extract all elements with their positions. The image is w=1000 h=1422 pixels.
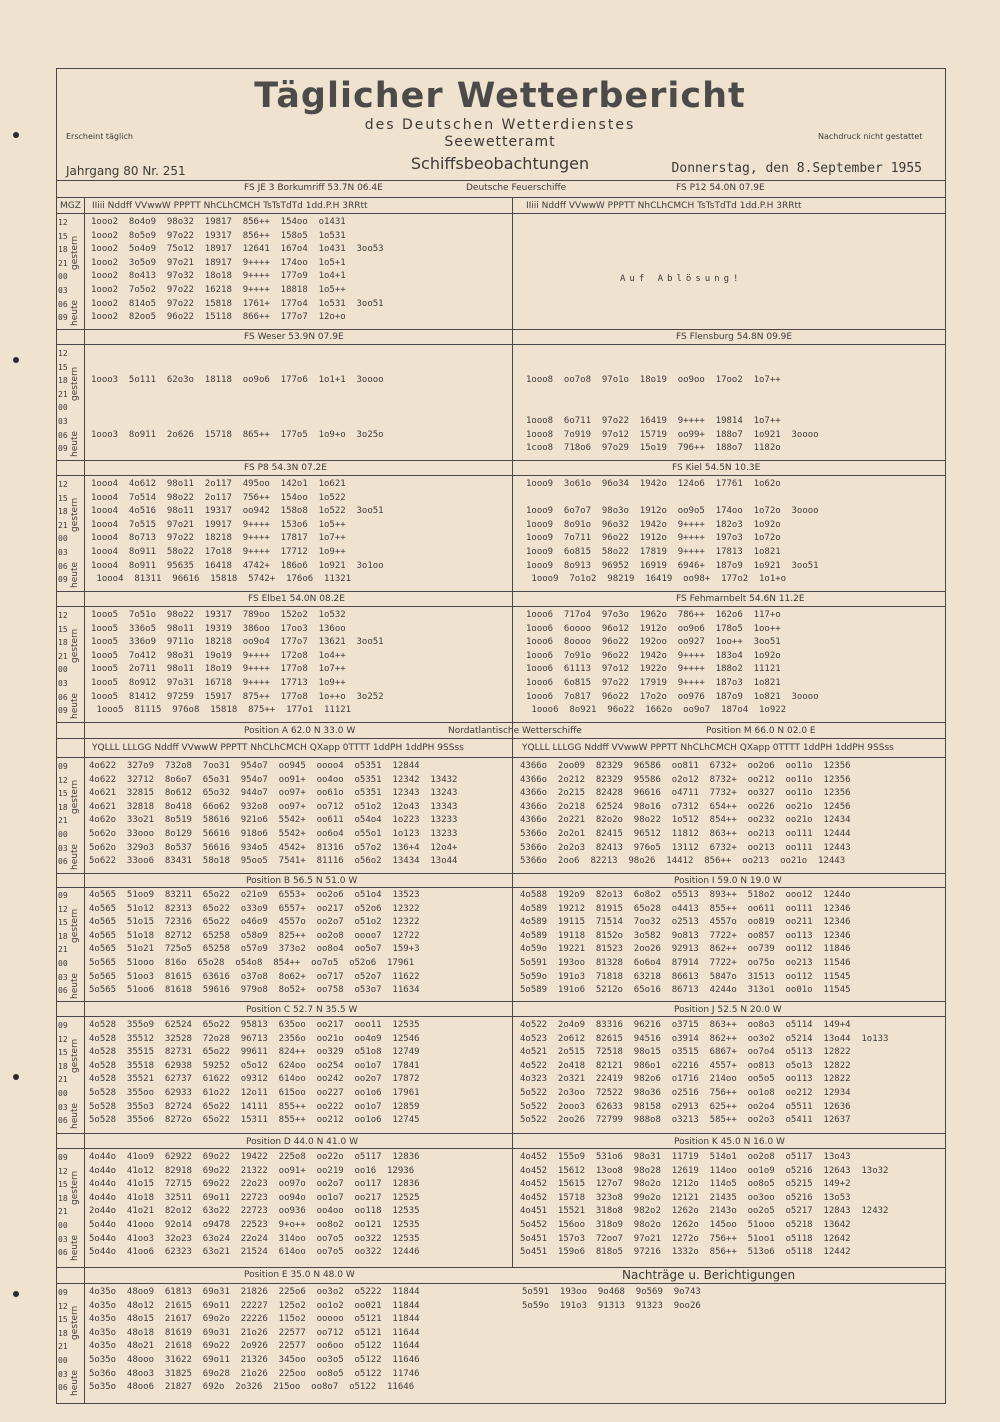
hour-column: 12 15 18 21 00 03 06 09 [58, 480, 68, 585]
data-block-flensburg: 1ooo8 oo7o8 97o1o 18o19 oo9oo 17oo2 1o7++ 1ooo8 6o711 97o22 16419 9++++ 19814 1o7++ 1ooo8 7o919 97o12 15719 oo99+ 188o7 1o921 3oooo 1coo8 718o6 97o29 15o19 796++ 188o7 1182o [526, 375, 819, 454]
station-label: FS Flensburg 54.8N 09.9E [676, 332, 793, 342]
heute-label: heute [70, 561, 80, 588]
rule [56, 475, 946, 476]
data-block-weser: 1ooo3 5o111 62o3o 18118 oo9o6 177o6 1o1+1 3oooo 1ooo3 8o911 2o626 15718 865++ 177o5 1o9+o 3o25o [91, 375, 384, 440]
data-block-p8: 1ooo4 4o612 98o11 2o117 495oo 142o1 1o621 1ooo4 7o514 98o22 2o117 756++ 154oo 1o522 1ooo4 4o516 98o11 19317 oo942 158o8 1o522 3oo51 1ooo4 7o515 97o21 19917 9++++ 153o6 1o5++ 1ooo4 8o713 97o22 18218 9++++ 17817 1o7++ 1ooo4 8o911 58o22 17o18 9++++ 17712 1o9++ 1ooo4 8o911 95635 16418 4742+ 186o6 1o921 3o1oo 1ooo4 81311 96616 15818 5742+ 176o6 11321 [91, 479, 384, 585]
gestern-label: gestern [70, 1038, 80, 1073]
data-block-je3: 1ooo2 8o4o9 98o32 19817 856++ 154oo o1431 1ooo2 8o5o9 97o22 19317 856++ 158o5 1o531 1ooo2 5o4o9 75o12 18917 12641 167o4 1o431 3oo53 1ooo2 3o5o9 97o21 18917 9++++ 174oo 1o5+1 1ooo2 8o413 97o32 18o18 9++++ 177o9 1o4+1 1ooo2 7o5o2 97o22 16218 9++++ 18818 1o5++ 1ooo2 814o5 97o22 15818 1761+ 177o4 1o531 3oo51 1ooo2 82oo5 96o22 15118 866++ 177o7 12o+o [91, 217, 384, 323]
station-label: Position D 44.0 N 41.0 W [246, 1137, 358, 1147]
gestern-label: gestern [70, 497, 80, 532]
section-title: Schiffsbeobachtungen [410, 154, 590, 173]
hour-column: 09 12 15 18 21 00 03 06 [58, 1021, 68, 1126]
rule [84, 197, 85, 1404]
rule [56, 1267, 946, 1268]
station-label: FS Fehmarnbelt 54.6N 11.2E [676, 594, 805, 604]
rule [56, 722, 946, 723]
corrections-title: Nachträge u. Berichtigungen [622, 1268, 796, 1282]
rule [56, 606, 946, 607]
data-block-pos-a: 4o622 327o9 732o8 7oo31 954o7 oo945 oooo4 o5351 12844 4o622 32712 8o6o7 65o31 954o7 oo91+ oo4oo o5351 12342 13432 4o621 32815 8o612 65o32 944o7 oo97+ oo61o o5351 12343 13243 4o621 32818 8o418 66o62 932o8 oo97+ oo712 o51o2 12o43 13343 4o62o 33o21 8o519 58616 921o6 5542+ oo611 o54o4 1o223 13233 5o62o 33ooo 8o129 56616 918o6 5542+ oo6o4 o55o1 1o123 13233 5o62o 329o3 8o537 56616 934o5 4542+ 81316 o57o2 136+4 12o4+ 5o622 33oo6 83431 58o18 95oo5 7541+ 81116 o56o2 13434 13o44 [89, 761, 458, 867]
data-block-pos-b: 4o565 51oo9 83211 65o22 o21o9 6553+ oo2o6 o51o4 13523 4o565 51o12 82313 65o22 o33o9 6557+ oo217 o52o6 12322 4o565 51o15 72316 65o22 o46o9 4557o oo2o7 o51o2 12322 4o565 51o18 82712 65258 o58o9 825++ oo2o8 oooo7 12722 4o565 51o21 725o5 65258 o57o9 373o2 oo8o4 oo5o7 159+3 5o565 51ooo 816o 65o28 o54o8 854++ oo7o5 o52o6 17961 5o565 51oo3 81615 63616 o37o8 8o62+ oo717 o52o7 11622 5o565 51oo6 81618 59616 979o8 8o52+ oo758 o53o7 11634 [89, 890, 420, 996]
issue-date: Donnerstag, den 8.September 1955 [671, 161, 922, 176]
heute-label: heute [70, 1102, 80, 1129]
heute-label: heute [70, 972, 80, 999]
data-block-pos-j: 4o522 2o4o9 83316 96216 o3715 863++ oo8o3 o5114 149+4 4o523 2o612 82615 94516 o3914 862++ oo3o2 o5214 13o44 1o133 4o521 2o515 72518 98o15 o3515 6867+ oo7o4 o5113 12822 4o522 2o418 82121 986o1 o2216 4557+ oo813 o5o13 12822 4o323 2o321 22419 982o6 o1716 214oo oo5o5 oo113 12822 5o522 2o3oo 72522 98o36 o2516 756++ oo1o8 oo212 12934 5o522 2ooo3 62633 98158 o2913 625++ oo2o4 o5511 12636 5o522 2oo26 72799 988o8 o3213 585++ oo2o3 o5411 12637 [520, 1020, 889, 1126]
heute-label: heute [70, 843, 80, 870]
station-label: Position M 66.0 N 02.0 E [706, 726, 816, 736]
relief-note: Auf Ablösung! [620, 274, 743, 284]
station-label: Position A 62.0 N 33.0 W [244, 726, 356, 736]
column-header: IIiii Nddff VVwwW PPPTT NhCLhCMCH TsTsTdTd 1dd.P.H 3RRtt [526, 201, 802, 211]
station-label: FS P12 54.0N 07.9E [676, 183, 765, 193]
section-label: Deutsche Feuerschiffe [466, 183, 567, 193]
rule [56, 591, 946, 592]
rule [56, 1001, 946, 1002]
heute-label: heute [70, 1369, 80, 1396]
hour-column: 09 12 15 18 21 00 03 06 [58, 891, 68, 996]
rule [56, 757, 946, 758]
rule [56, 1133, 946, 1134]
jahrgang: Jahrgang 80 Nr. 251 [66, 164, 186, 178]
station-label: Position C 52.7 N 35.5 W [246, 1005, 358, 1015]
gestern-label: gestern [70, 366, 80, 401]
station-label: FS Weser 53.9N 07.9E [244, 332, 344, 342]
rule [56, 1148, 946, 1149]
rule [56, 873, 946, 874]
gestern-label: gestern [70, 1305, 80, 1340]
rule [56, 344, 946, 345]
heute-label: heute [70, 1234, 80, 1261]
data-block-pos-i: 4o588 192o9 82o13 6o8o2 o5513 893++ 518o2 ooo12 1244o 4o589 19212 81915 65o28 o4413 855++ oo611 oo111 12346 4o589 19115 71514 7oo32 o2513 4557o oo819 oo211 12346 4o589 19118 8152o 3o582 9o813 7722+ oo857 oo113 12346 4o59o 19221 81523 2oo26 92913 862++ oo739 oo112 11846 5o591 193oo 81328 6o6o4 87914 7722+ oo75o oo213 11546 5o59o 191o3 71818 63218 86613 5847o 31513 oo112 11545 5o589 191o6 5212o 65o16 86713 4244o 313o1 oo01o 11545 [520, 890, 851, 996]
station-label: FS Elbe1 54.0N 08.2E [248, 594, 345, 604]
station-label: Position I 59.0 N 19.0 W [674, 876, 782, 886]
heute-label: heute [70, 430, 80, 457]
hour-column: 12 15 18 21 00 03 06 09 [58, 349, 68, 454]
heute-label: heute [70, 692, 80, 719]
station-label: Position J 52.5 N 20.0 W [674, 1005, 782, 1015]
data-block-pos-m: 4366o 2oo09 82329 96586 oo811 6732+ oo2o6 oo11o 12356 4366o 2o212 82329 95586 o2o12 8732+ oo212 oo11o 12356 4366o 2o215 82428 96616 o4711 7732+ oo327 oo11o 12356 4366o 2o218 62524 98o16 o7312 654++ oo226 oo21o 12456 4366o 2o221 82o2o 98o22 1o512 854++ oo232 oo21o 12434 5366o 2o2o1 82415 96512 11812 863++ oo213 oo111 12444 5366o 2o2o3 82413 976o5 13112 6732+ oo213 oo111 12443 5366o 2oo6 82213 98o26 14412 856++ oo213 oo21o 12443 [520, 761, 851, 867]
msz-label: MGZ [60, 201, 81, 211]
station-label: Position B 56.5 N 51.0 W [246, 876, 358, 886]
subtitle: des Deutschen Wetterdienstes [364, 117, 636, 133]
rule [512, 738, 513, 1267]
station-label: Position K 45.0 N 16.0 W [674, 1137, 785, 1147]
data-block-kiel: 1ooo9 3o61o 96o34 1942o 124o6 17761 1o62o 1ooo9 6o7o7 98o3o 1912o oo9o5 174oo 1o72o 3oooo 1ooo9 8o91o 96o32 1942o 9++++ 182o3 1o92o 1ooo9 7o711 96o22 1912o 9++++ 197o3 1o72o 1ooo9 6o815 58o22 17819 9++++ 17813 1o821 1ooo9 8o913 96952 16919 6946+ 187o9 1o921 3oo51 1ooo9 7o1o2 98219 16419 oo98+ 177o2 1o1+o [526, 479, 819, 585]
data-block-pos-d: 4o44o 41oo9 62922 69o22 19422 225o8 oo22o o5117 12836 4o44o 41o12 82918 69o22 21322 oo91+ oo219 oo16 12936 4o44o 41o15 72715 69o22 22o23 oo97o oo2o7 oo117 12836 4o44o 41o18 32511 69o11 22723 oo94o oo1o7 oo217 12525 2o44o 41o21 82o12 63o22 22723 oo936 oo4oo oo118 12535 5o44o 41ooo 92o14 o9478 22523 9+o++ oo8o2 oo121 12535 5o44o 41oo3 32o23 63o24 22o24 314oo oo7o5 oo322 12535 5o44o 41oo6 62323 63o21 21524 614oo oo7o5 oo322 12446 [89, 1152, 420, 1258]
station-label: FS Kiel 54.5N 10.3E [672, 463, 761, 473]
hour-column: 12 15 18 21 00 03 06 09 [58, 611, 68, 716]
data-block-fehmarn: 1ooo6 717o4 97o3o 1962o 786++ 162o6 117+o 1ooo6 6oooo 96o12 1912o oo9o6 178o5 1oo++ 1ooo6 8oooo 96o22 192oo oo927 1oo++ 3oo51 1ooo6 7o91o 96o22 1942o 9++++ 183o4 1o92o 1ooo6 61113 97o12 1922o 9++++ 188o2 11121 1ooo6 6o815 97o22 17919 9++++ 187o3 1o821 1ooo6 7o817 96o22 17o2o oo976 187o9 1o821 3oooo 1ooo6 8o921 96o22 1662o oo9o7 187o4 1o922 [526, 610, 819, 716]
gestern-label: gestern [70, 779, 80, 814]
hour-column: 09 12 15 18 21 00 03 06 [58, 1288, 68, 1393]
rule [56, 213, 946, 214]
rule [512, 197, 513, 738]
rule [56, 329, 946, 330]
column-header: YQLLL LLLGG Nddff VVwwW PPPTT NhCLhCMCH QXapp 0TTTT 1ddPH 1ddPH 9SSss [92, 743, 464, 753]
station-label: FS P8 54.3N 07.2E [244, 463, 327, 473]
data-block-pos-k: 4o452 155o9 531o6 98o31 11719 514o1 oo2o8 o5117 13o43 4o452 15612 13oo8 98o28 12619 114oo oo1o9 o5216 12643 13o32 4o452 15615 127o7 98o2o 1212o 114o5 oo8o5 o5215 149+2 4o452 15718 323o8 99o2o 12121 21435 oo3oo o5216 13o53 4o451 15521 318o8 982o2 1262o 2143o oo2o5 o5217 12843 12432 5o452 156oo 318o9 98o2o 1262o 145oo 51ooo o5218 13642 5o451 157o3 72oo7 97o21 1272o 756++ 51oo1 o5118 12642 5o451 159o6 818o5 97216 1332o 856++ 513o6 o5118 12442 [520, 1152, 889, 1258]
station-label: FS JE 3 Borkumriff 53.7N 06.4E [244, 183, 383, 193]
column-header: IIiii Nddff VVwwW PPPTT NhCLhCMCH TsTsTdTd 1dd.P.H 3RRtt [92, 201, 368, 211]
rule [56, 197, 946, 198]
rule [56, 887, 946, 888]
data-block-pos-e: 4o35o 48oo9 61813 69o31 21826 225o6 oo3o2 o5222 11844 4o35o 48o12 21615 69o11 22227 125o2 oo1o2 oo021 11844 4o35o 48o15 21617 69o2o 22226 115o2 ooooo o5121 11844 4o35o 48o18 81619 69o31 21o26 22577 oo712 o5121 11644 4o35o 48o21 21618 69o22 2o926 22577 oo6oo o5122 11644 5o35o 48ooo 31622 69o11 21326 345oo oo3o5 o5122 11646 5o36o 48oo3 31825 69o28 21o26 225oo oo8o5 o5122 11746 5o35o 48oo6 21827 692o 2o326 215oo oo8o7 o5122 11646 [89, 1287, 420, 1393]
hour-column: 12 15 18 21 00 03 06 09 [58, 218, 68, 323]
gestern-label: gestern [70, 628, 80, 663]
left-note: Erscheint täglich [66, 132, 133, 141]
rule [56, 738, 946, 739]
gestern-label: gestern [70, 908, 80, 943]
heute-label: heute [70, 299, 80, 326]
gestern-label: gestern [70, 1170, 80, 1205]
data-block-pos-c: 4o528 355o9 62524 65o22 95813 635oo oo217 ooo11 12535 4o528 35512 32528 72o28 96713 2356o oo21o oo4o9 12546 4o528 35515 82731 65o22 99611 824++ oo329 o51o8 12749 4o528 35518 62938 59252 o5o12 624oo oo254 oo1o7 17841 4o528 35521 62737 61622 o9312 614oo oo242 oo2o7 17872 5o528 355oo 62933 61o22 12o11 615oo oo227 oo1o6 17961 5o528 355o3 82724 65o22 14111 855++ oo222 oo1o7 12859 5o528 355o6 8272o 65o22 15311 855++ oo212 oo1o6 12745 [89, 1020, 420, 1126]
hour-column: 09 12 15 18 21 00 03 06 [58, 762, 68, 867]
rule [56, 180, 946, 181]
rule [56, 1283, 946, 1284]
rule [56, 460, 946, 461]
page-title: Täglicher Wetterbericht [254, 76, 746, 116]
gestern-label: gestern [70, 235, 80, 270]
station-label: Position E 35.0 N 48.0 W [244, 1270, 355, 1280]
office: Seewetteramt [444, 134, 556, 150]
right-note: Nachdruck nicht gestattet [818, 132, 923, 141]
section-label: Nordatlantische Wetterschiffe [448, 726, 582, 736]
hour-column: 09 12 15 18 21 00 03 06 [58, 1153, 68, 1258]
rule [56, 1016, 946, 1017]
data-block-corrections: 5o591 193oo 9o468 9o569 9o743 5o59o 191o3 91313 91323 9oo26 [522, 1287, 701, 1311]
data-block-elbe1: 1ooo5 7o51o 98o22 19317 789oo 152o2 1o532 1ooo5 336o5 98o11 19319 386oo 17oo3 136oo 1ooo5 336o9 9711o 18218 oo9o4 177o7 13621 3oo51 1ooo5 7o412 98o31 19o19 9++++ 172o8 1o4++ 1ooo5 2o711 98o11 18o19 9++++ 177o8 1o7++ 1ooo5 8o912 97o31 16718 9++++ 17713 1o9++ 1ooo5 81412 97259 15917 875++ 177o8 1o++o 3o252 1ooo5 81115 976o8 15818 875++ 177o1 11121 [91, 610, 384, 716]
column-header: YQLLL LLLGG Nddff VVwwW PPPTT NhCLhCMCH QXapp 0TTTT 1ddPH 1ddPH 9SSss [522, 743, 894, 753]
